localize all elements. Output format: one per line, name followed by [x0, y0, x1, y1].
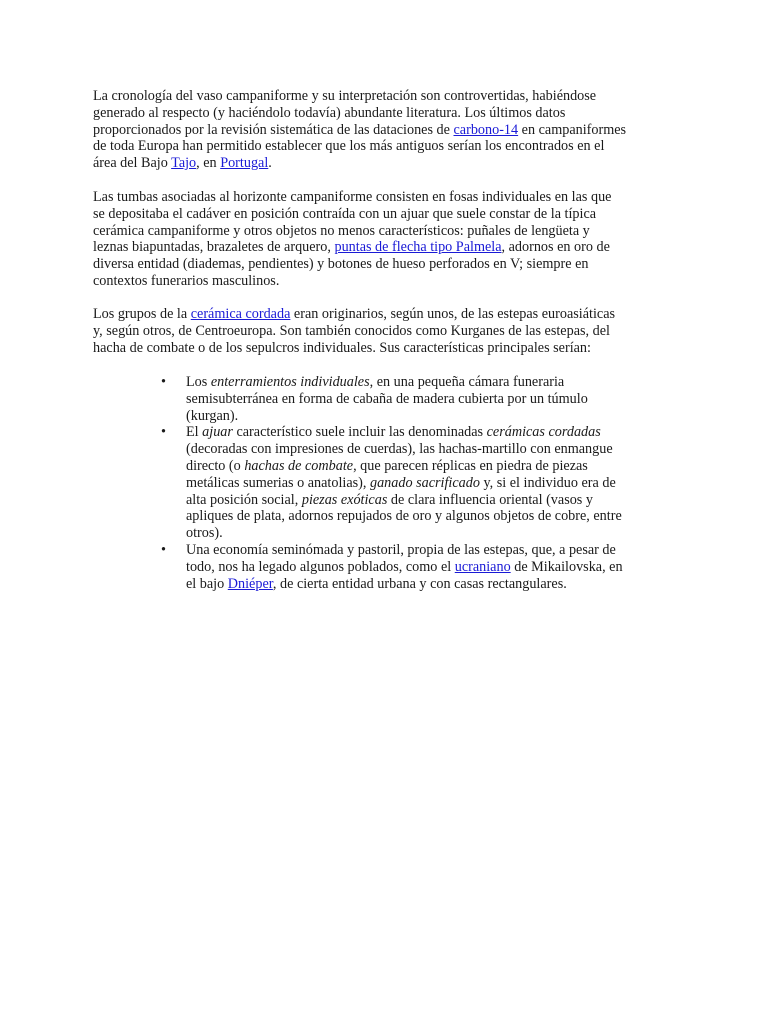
- text-run: directo (o: [186, 457, 245, 474]
- text-line: [186, 374, 686, 391]
- text-run: El: [186, 424, 203, 441]
- link-puntas-de-flecha-tipo-palmela[interactable]: puntas de flecha tipo Palmela: [334, 239, 502, 256]
- text-line: [93, 239, 693, 256]
- text-line: [93, 189, 693, 206]
- text-line: [93, 223, 693, 240]
- text-run: en campaniformes: [518, 121, 627, 138]
- italic-term: cerámicas cordadas: [486, 424, 601, 441]
- text-line: [93, 273, 693, 290]
- text-line: [186, 508, 686, 525]
- text-run: de toda Europa han permitido establecer que los más antiguos serían los encontrados en el: [93, 138, 605, 155]
- link-ceramica-cordada[interactable]: cerámica cordada: [190, 306, 291, 322]
- text-run: , en una pequeña cámara funeraria: [369, 374, 565, 390]
- text-run: La cronología del vaso campaniforme y su interpretación son controvertidas, habiéndose: [93, 88, 597, 104]
- text-line: [93, 155, 693, 172]
- link-dnieper[interactable]: Dniéper: [227, 575, 273, 592]
- italic-term: ganado sacrificado: [369, 474, 480, 491]
- text-line: [186, 458, 686, 475]
- list-item: [161, 541, 686, 592]
- text-run: contextos funerarios masculinos.: [93, 272, 280, 289]
- text-line: [186, 525, 686, 542]
- text-line: [186, 408, 686, 425]
- link-carbono-14[interactable]: carbono-14: [453, 121, 519, 138]
- text-run: eran originarios, según unos, de las estepas euroasiáticas: [290, 306, 616, 322]
- text-run: , que parecen réplicas en piedra de piezas: [353, 457, 588, 474]
- text-run: Una economía seminómada y pastoril, propia de las estepas, que, a pesar de: [186, 541, 616, 558]
- text-run: se depositaba el cadáver en posición contraída con un ajuar que suele constar de la típica: [93, 205, 597, 222]
- text-run: (decoradas con impresiones de cuerdas), las hachas-martillo con enmangue: [186, 441, 613, 458]
- text-run: leznas biapuntadas, brazaletes de arquero,: [93, 239, 335, 256]
- italic-term: ajuar: [202, 424, 233, 441]
- text-run: de Mikailovska, en: [510, 558, 623, 575]
- link-tajo[interactable]: Tajo: [171, 155, 197, 172]
- text-line: [186, 542, 686, 559]
- text-line: [93, 105, 693, 122]
- text-run: semisubterránea en forma de cabaña de madera cubierta por un túmulo: [186, 390, 588, 407]
- text-run: diversa entidad (diademas, pendientes) y botones de hueso perforados en V; siempre en: [93, 256, 589, 273]
- bullet-icon: •: [161, 374, 166, 390]
- paragraph-corded-ware: [93, 306, 693, 356]
- text-run: proporcionados por la revisión sistemática de las dataciones de: [93, 121, 454, 138]
- text-run: otros).: [186, 525, 223, 542]
- bullet-icon: •: [161, 424, 166, 441]
- text-run: , de cierta entidad urbana y con casas rectangulares.: [272, 575, 567, 592]
- text-run: Los: [186, 374, 211, 390]
- text-line: [93, 206, 693, 223]
- text-line: [93, 88, 693, 105]
- text-line: [93, 122, 693, 139]
- paragraph-chronology: [93, 88, 693, 172]
- text-line: [93, 306, 693, 323]
- text-run: todo, nos ha legado algunos poblados, como el: [186, 558, 455, 575]
- text-run: apliques de plata, adornos repujados de oro y algunos objetos de cobre, entre: [186, 508, 622, 525]
- text-line: [186, 576, 686, 593]
- link-portugal[interactable]: Portugal: [220, 155, 269, 172]
- link-ucraniano[interactable]: ucraniano: [454, 558, 511, 575]
- italic-term: piezas exóticas: [301, 491, 388, 508]
- list-item: [161, 374, 686, 424]
- text-run: de clara influencia oriental (vasos y: [387, 491, 593, 508]
- text-run: Los grupos de la: [93, 306, 191, 322]
- characteristics-list: [161, 374, 686, 592]
- text-line: [186, 559, 686, 576]
- text-line: [93, 138, 693, 155]
- text-line: [186, 492, 686, 509]
- italic-term: enterramientos individuales: [210, 374, 370, 390]
- text-run: área del Bajo: [93, 155, 172, 172]
- text-run: Las tumbas asociadas al horizonte campaniforme consisten en fosas individuales en las que: [93, 189, 612, 205]
- text-line: [93, 256, 693, 273]
- text-line: [93, 340, 693, 357]
- text-run: (kurgan).: [186, 407, 239, 424]
- text-line: [186, 475, 686, 492]
- text-run: el bajo: [186, 575, 228, 592]
- bullet-icon: •: [161, 541, 166, 558]
- text-run: cerámica campaniforme y otros objetos no menos característicos: puñales de lengüeta y: [93, 222, 590, 239]
- text-run: alta posición social,: [186, 491, 302, 508]
- italic-term: hachas de combate: [244, 457, 354, 474]
- text-run: , adornos en oro de: [501, 239, 610, 256]
- text-run: y, según otros, de Centroeuropa. Son también conocidos como Kurganes de las estepas, del: [93, 322, 610, 339]
- text-line: [186, 424, 686, 441]
- text-line: [186, 391, 686, 408]
- text-run: , en: [196, 155, 221, 172]
- text-line: [186, 441, 686, 458]
- list-item: [161, 424, 686, 542]
- text-run: metálicas sumerias o anatolias),: [186, 474, 370, 491]
- text-run: .: [268, 155, 272, 172]
- text-run: hacha de combate o de los sepulcros individuales. Sus características principales serían:: [93, 339, 591, 356]
- text-run: característico suele incluir las denominadas: [232, 424, 487, 441]
- text-run: generado al respecto (y haciéndolo todavía) abundante literatura. Los últimos datos: [93, 104, 566, 121]
- paragraph-tombs: [93, 189, 693, 290]
- text-line: [93, 323, 693, 340]
- text-run: y, si el individuo era de: [479, 474, 616, 491]
